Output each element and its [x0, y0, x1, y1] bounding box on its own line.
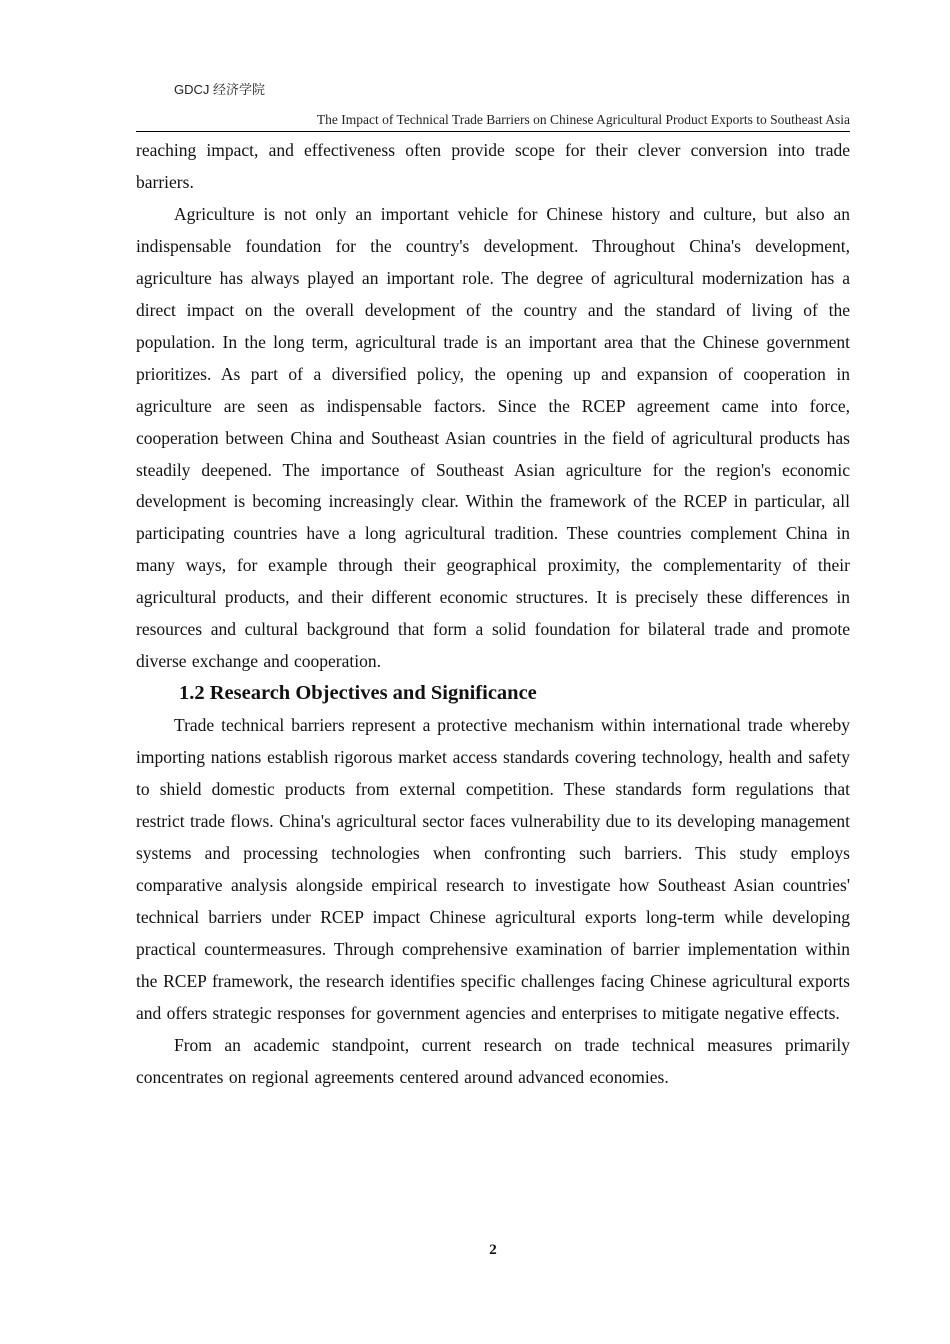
paragraph-continued: reaching impact, and effectiveness often provide scope for their clever conversion into trade barriers. — [136, 140, 850, 192]
paragraph-agriculture: Agriculture is not only an important vehicle for Chinese history and culture, but also an indispensable foundation for the country's development. Throughout China's development, agriculture has always played an important role. The degree of agricultural modernization has a direct impact on the overall development of the country and the standard of living of the population. In the long term, agricultural trade is an important area that the Chinese government prioritizes. As part of a diversified policy, the opening up and expansion of cooperation in agriculture are seen as indispensable factors. Since the RCEP agreement came into force, cooperation between China and Southeast Asian countries in the field of agricultural products has steadily deepened. The importance of Southeast Asian agriculture for the region's economic development is becoming increasingly clear. Within the framework of the RCEP in particular, all participating countries have a long agricultural tradition. These countries complement China in many ways, for example through their geographical proximity, the complementarity of their agricultural products, and their different economic structures. It is precisely these differences in resources and cultural background that form a solid foundation for bilateral trade and promote diverse exchange and cooperation. — [136, 203, 850, 672]
section-heading: 1.2 Research Objectives and Significance — [179, 682, 537, 705]
paragraph-academic-standpoint: From an academic standpoint, current research on trade technical measures primarily concentrates on regional agreements centered around advanced economies. — [136, 1034, 850, 1087]
header-school-name: GDCJ 经济学院 — [174, 82, 266, 97]
page-number: 2 — [489, 1242, 497, 1258]
header-divider — [136, 131, 850, 132]
body-text — [136, 135, 850, 1094]
paragraph-research-objectives: Trade technical barriers represent a protective mechanism within international trade whereby importing nations establish rigorous market access standards covering technology, health and safety to shield domestic products from external competition. These standards form regulations that restrict trade flows. China's agricultural sector faces vulnerability due to its developing management systems and processing technologies when confronting such barriers. This study employs comparative analysis alongside empirical research to investigate how Southeast Asian countries' technical barriers under RCEP impact Chinese agricultural exports long-term while developing practical countermeasures. Through comprehensive examination of barrier implementation within the RCEP framework, the research identifies specific challenges facing Chinese agricultural exports and offers strategic responses for government agencies and enterprises to mitigate negative effects. — [136, 715, 850, 1023]
header-running-title: The Impact of Technical Trade Barriers on Chinese Agricultural Product Exports to Southeast Asia — [316, 112, 850, 127]
